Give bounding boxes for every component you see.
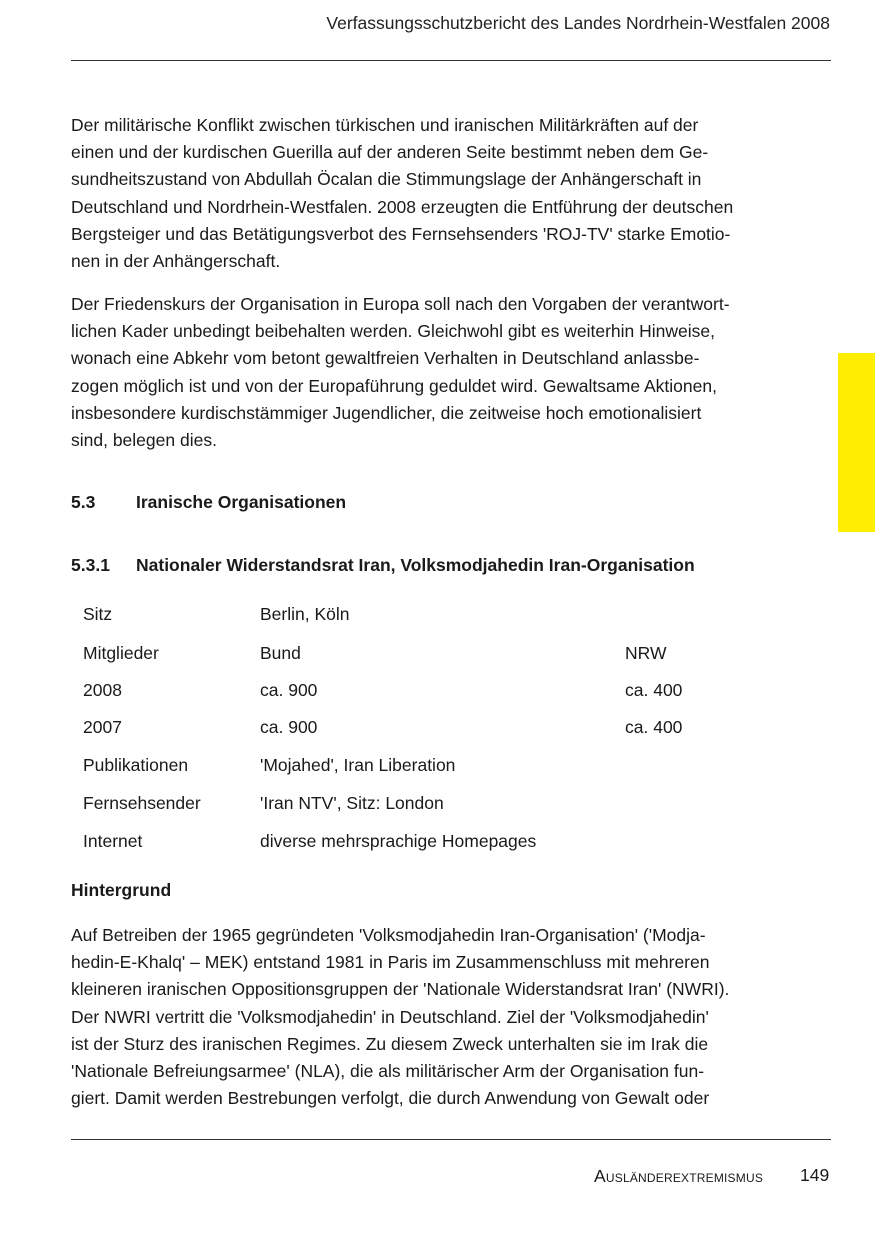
running-header-title: Verfassungsschutzbericht des Landes Nordrhein-Westfalen 2008: [326, 13, 830, 33]
info-label: Mitglieder: [83, 643, 159, 663]
info-value-nrw: ca. 400: [625, 717, 683, 737]
section-number: 5.3.1: [71, 555, 110, 575]
section-title: Iranische Organisationen: [136, 492, 347, 512]
info-value: Berlin, Köln: [260, 604, 350, 624]
info-label: Internet: [83, 831, 143, 851]
info-year: 2007: [83, 717, 122, 737]
chapter-tab-marker: [838, 353, 875, 532]
section-heading-5-3: [71, 492, 346, 513]
page-number: 149: [800, 1165, 830, 1185]
info-year: 2008: [83, 680, 122, 700]
section-number: 5.3: [71, 492, 96, 512]
info-column-header-nrw: NRW: [625, 643, 667, 663]
info-label: Fernsehsender: [83, 793, 201, 813]
info-value-bund: ca. 900: [260, 717, 318, 737]
body-paragraph-1: Der militärische Konflikt zwischen türkischen und iranischen Militärkräften auf der einen und der kurdischen Guerilla auf der anderen Seite bestimmt neben dem Ge- sundheitszustand von Abdullah Öcalan die Stimmungslage der Anhängerschaft in Deutschland und Nordrhein-Westfalen. 2008 erzeugten die Entführung der deutschen Bergsteiger und das Betätigungsverbot des Fernsehsenders 'ROJ-TV' starke Emotio- nen in der Anhängerschaft.: [71, 115, 734, 272]
info-value-nrw: ca. 400: [625, 680, 683, 700]
info-label: Publikationen: [83, 755, 189, 775]
hintergrund-heading: Hintergrund: [71, 880, 172, 900]
footer-rule: [71, 1139, 831, 1140]
section-heading-5-3-1: [71, 555, 695, 576]
section-title: Nationaler Widerstandsrat Iran, Volksmodjahedin Iran-Organisation: [136, 555, 695, 575]
info-column-header-bund: Bund: [260, 643, 301, 663]
info-value: 'Iran NTV', Sitz: London: [260, 793, 444, 813]
info-label: Sitz: [83, 604, 113, 624]
footer-section-name: Ausländerextremismus: [594, 1166, 764, 1186]
info-value: diverse mehrsprachige Homepages: [260, 831, 537, 851]
body-paragraph-2: Der Friedenskurs der Organisation in Europa soll nach den Vorgaben der verantwort- lichen Kader unbedingt beibehalten werden. Gleichwohl gibt es weiterhin Hinweise, wonach eine Abkehr vom betont gewaltfreien Verhalten in Deutschland anlassbe- zogen möglich ist und von der Europaführung geduldet wird. Gewaltsame Aktionen, insbesondere kurdischstämmiger Jugendlicher, die zeitweise hoch emotionalisiert sind, belegen dies.: [71, 294, 730, 451]
header-rule: [71, 60, 831, 61]
info-value: 'Mojahed', Iran Liberation: [260, 755, 456, 775]
body-paragraph-3: Auf Betreiben der 1965 gegründeten 'Volksmodjahedin Iran-Organisation' ('Modja- hedin-E-Khalq' – MEK) entstand 1981 in Paris im Zusammenschluss mit mehreren kleineren iranischen Oppositionsgruppen der 'Nationale Widerstandsrat Iran' (NWRI). Der NWRI vertritt die 'Volksmodjahedin' in Deutschland. Ziel der 'Volksmodjahedin' ist der Sturz des iranischen Regimes. Zu diesem Zweck unterhalten sie im Irak die 'Nationale Befreiungsarmee' (NLA), die als militärischer Arm der Organisation fun- giert. Damit werden Bestrebungen verfolgt, die durch Anwendung von Gewalt oder: [71, 925, 730, 1109]
info-value-bund: ca. 900: [260, 680, 318, 700]
